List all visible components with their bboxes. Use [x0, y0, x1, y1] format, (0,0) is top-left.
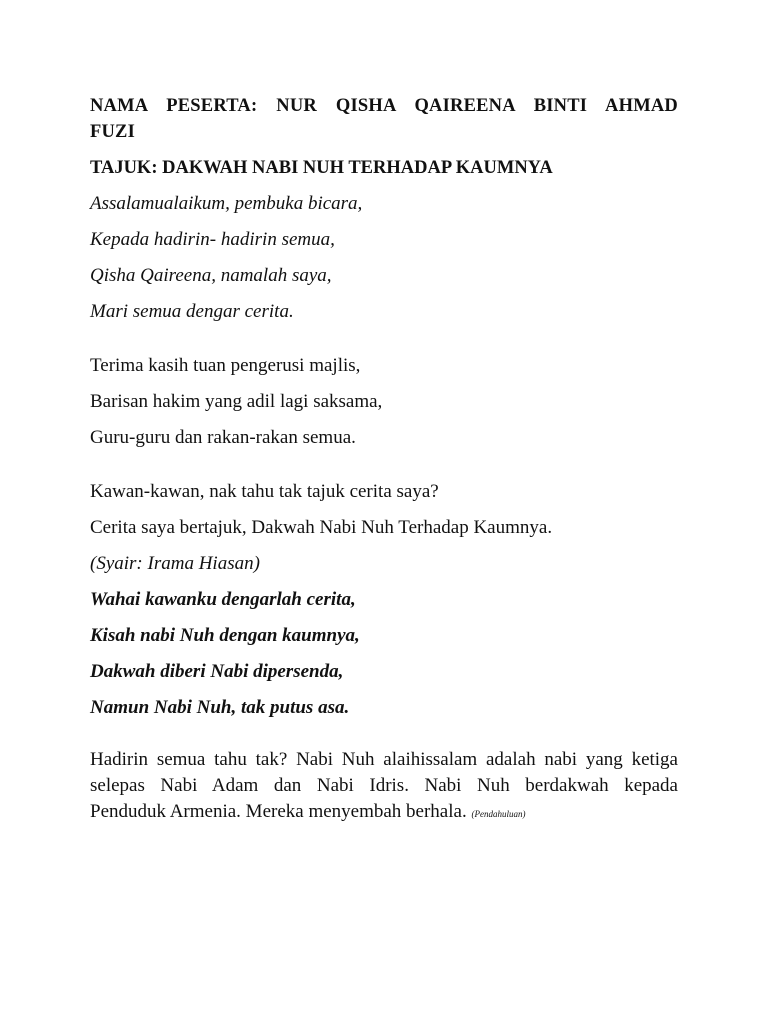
intro-verse-line: Assalamualaikum, pembuka bicara, — [90, 193, 363, 214]
intro-verse-line: Kepada hadirin- hadirin semua, — [90, 229, 335, 250]
participant-line-1: NAMA PESERTA: NUR QISHA QAIREENA BINTI AHMAD — [90, 96, 678, 116]
story-title-heading: TAJUK: DAKWAH NABI NUH TERHADAP KAUMNYA — [90, 158, 553, 178]
participant-line-2: FUZI — [90, 122, 135, 142]
opening-line: Kawan-kawan, nak tahu tak tajuk cerita saya? — [90, 481, 439, 502]
syair-line: Kisah nabi Nuh dengan kaumnya, — [90, 625, 360, 646]
intro-verse-line: Qisha Qaireena, namalah saya, — [90, 265, 332, 286]
section-note: (Pendahuluan) — [471, 809, 526, 819]
opening-line: Cerita saya bertajuk, Dakwah Nabi Nuh Terhadap Kaumnya. — [90, 517, 553, 538]
document-page — [90, 93, 678, 827]
paragraph-line-1: Hadirin semua tahu tak? Nabi Nuh alaihissalam adalah nabi yang ketiga — [90, 749, 678, 770]
intro-verse-line: Mari semua dengar cerita. — [90, 301, 294, 322]
syair-line: Wahai kawanku dengarlah cerita, — [90, 589, 356, 610]
paragraph-line-3: Penduduk Armenia. Mereka menyembah berhala. — [90, 801, 467, 822]
syair-label: (Syair: Irama Hiasan) — [90, 553, 260, 574]
greeting-line: Terima kasih tuan pengerusi majlis, — [90, 355, 361, 376]
syair-line: Dakwah diberi Nabi dipersenda, — [90, 661, 344, 682]
paragraph-line-2: selepas Nabi Adam dan Nabi Idris. Nabi Nuh berdakwah kepada — [90, 775, 678, 796]
participant-name-heading — [90, 93, 678, 145]
story-paragraph — [90, 747, 678, 827]
greeting-line: Barisan hakim yang adil lagi saksama, — [90, 391, 383, 412]
greeting-line: Guru-guru dan rakan-rakan semua. — [90, 427, 356, 448]
syair-line: Namun Nabi Nuh, tak putus asa. — [90, 697, 350, 718]
